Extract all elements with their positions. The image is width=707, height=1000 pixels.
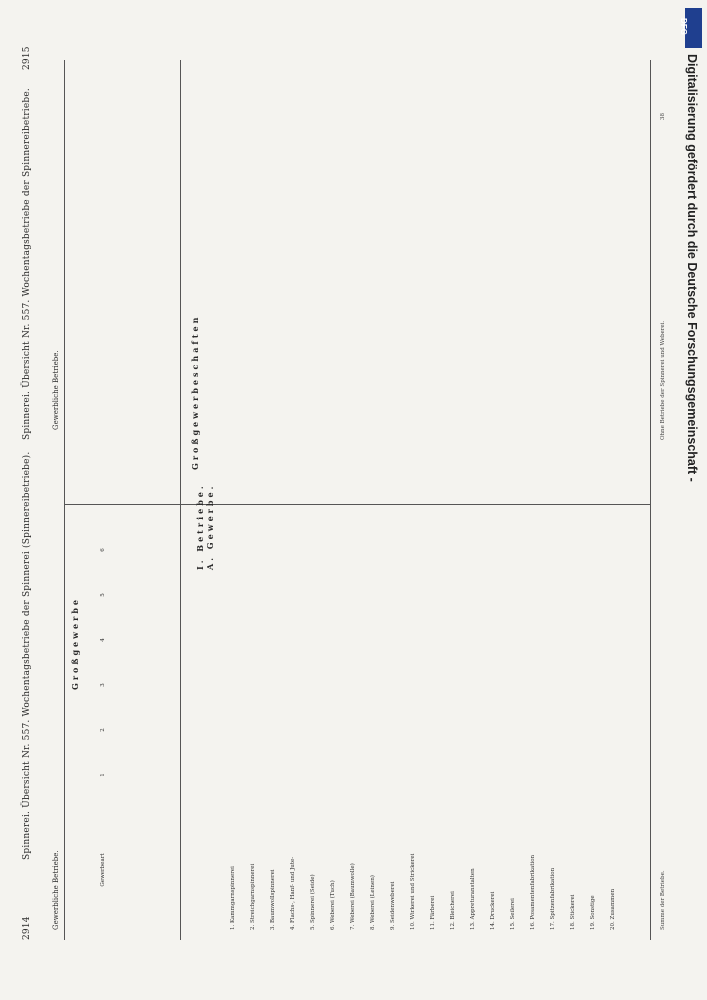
section-band: Großgewerbe: [70, 596, 80, 690]
row-label: 1. Kammgarnspinnerei: [230, 866, 236, 930]
table-row: [550, 510, 557, 930]
table-row: [230, 510, 237, 930]
table-row: [410, 510, 417, 930]
group-sub: I. Betriebe.: [195, 483, 205, 570]
table-row: [450, 510, 457, 930]
col-head-3: 3: [100, 683, 106, 687]
row-label: 2. Streichgarnspinnerei: [250, 863, 256, 930]
group-sub2: A. Gewerbe.: [205, 483, 215, 570]
subtitle-right: Gewerbliche Betriebe.: [52, 350, 60, 430]
row-label: 16. Posamentenfabrikation: [530, 854, 536, 930]
row-label: 18. Stickerei: [570, 894, 576, 930]
col-head-6: 6: [100, 548, 106, 552]
bottom-rule: [650, 60, 651, 940]
table-row: [390, 510, 397, 930]
group-band: Großgewerbeschaften: [190, 314, 200, 470]
page-title-left: Spinnerei. Übersicht Nr. 557. Wochentagsbetriebe der Spinnerei (Spinnereibetriebe).: [22, 451, 32, 860]
table-row: [590, 510, 597, 930]
row-label: 9. Seidenweberei: [390, 881, 396, 930]
row-label: 10. Wirkerei und Strickerei: [410, 853, 416, 930]
table-row: [430, 510, 437, 930]
center-gutter: [64, 504, 650, 505]
table-row: [510, 510, 517, 930]
dfg-logo: DFG: [685, 8, 702, 48]
row-label: 14. Druckerei: [490, 891, 496, 930]
page-number-right: 2915: [22, 46, 32, 70]
footnote-right: Ohne Betriebe der Spinnerei und Weberei.: [660, 320, 666, 440]
row-label: 4. Flachs-, Hanf- und Jute-: [290, 856, 296, 930]
row-label: 19. Sonstige: [590, 895, 596, 930]
subtitle-left: Gewerbliche Betriebe.: [52, 850, 60, 930]
table-row: [250, 510, 257, 930]
col-head-gewerbe: Gewerbeart: [100, 853, 106, 887]
row-label: 8. Weberei (Leinen): [370, 875, 376, 930]
row-label: 13. Appreturanstalten: [470, 868, 476, 930]
table-row: [470, 510, 477, 930]
table-row: [490, 510, 497, 930]
row-label: 15. Seilerei: [510, 898, 516, 930]
table-row: [610, 510, 617, 930]
table-row: [330, 510, 337, 930]
row-label: 5. Spinnerei (Seide): [310, 874, 316, 930]
table-row: [530, 510, 537, 930]
dfg-text: Digitalisierung gefördert durch die Deutsche Forschungsgemeinschaft -: [685, 54, 699, 482]
col-head-4: 4: [100, 638, 106, 642]
table-row: [310, 510, 317, 930]
table-row: [290, 510, 297, 930]
col-head-1: 1: [100, 773, 106, 777]
row-label: 17. Spitzenfabrikation: [550, 867, 556, 930]
table-row: [350, 510, 357, 930]
dfg-banner: [678, 0, 703, 1000]
header-rule: [180, 60, 181, 940]
row-label: 7. Weberei (Baumwolle): [350, 863, 356, 930]
row-label: 3. Baumwollspinnerei: [270, 869, 276, 930]
col-head-5: 5: [100, 593, 106, 597]
row-label: 6. Weberei (Tuch): [330, 880, 336, 930]
row-label: 12. Bleicherei: [450, 891, 456, 930]
table-row: [370, 510, 377, 930]
page-title-right: Spinnerei. Übersicht Nr. 557. Wochentagsbetriebe der Spinnereibetriebe.: [22, 88, 32, 440]
page-number-bottom: 38: [660, 113, 666, 120]
row-label: 20. Zusammen: [610, 888, 616, 930]
col-head-2: 2: [100, 728, 106, 732]
row-label: 11. Färberei: [430, 895, 436, 930]
top-rule: [64, 60, 65, 940]
table-row: [270, 510, 277, 930]
footnote-left: Summe der Betriebe.: [660, 870, 666, 930]
page-number-left: 2914: [22, 916, 32, 940]
table-row: [570, 510, 577, 930]
